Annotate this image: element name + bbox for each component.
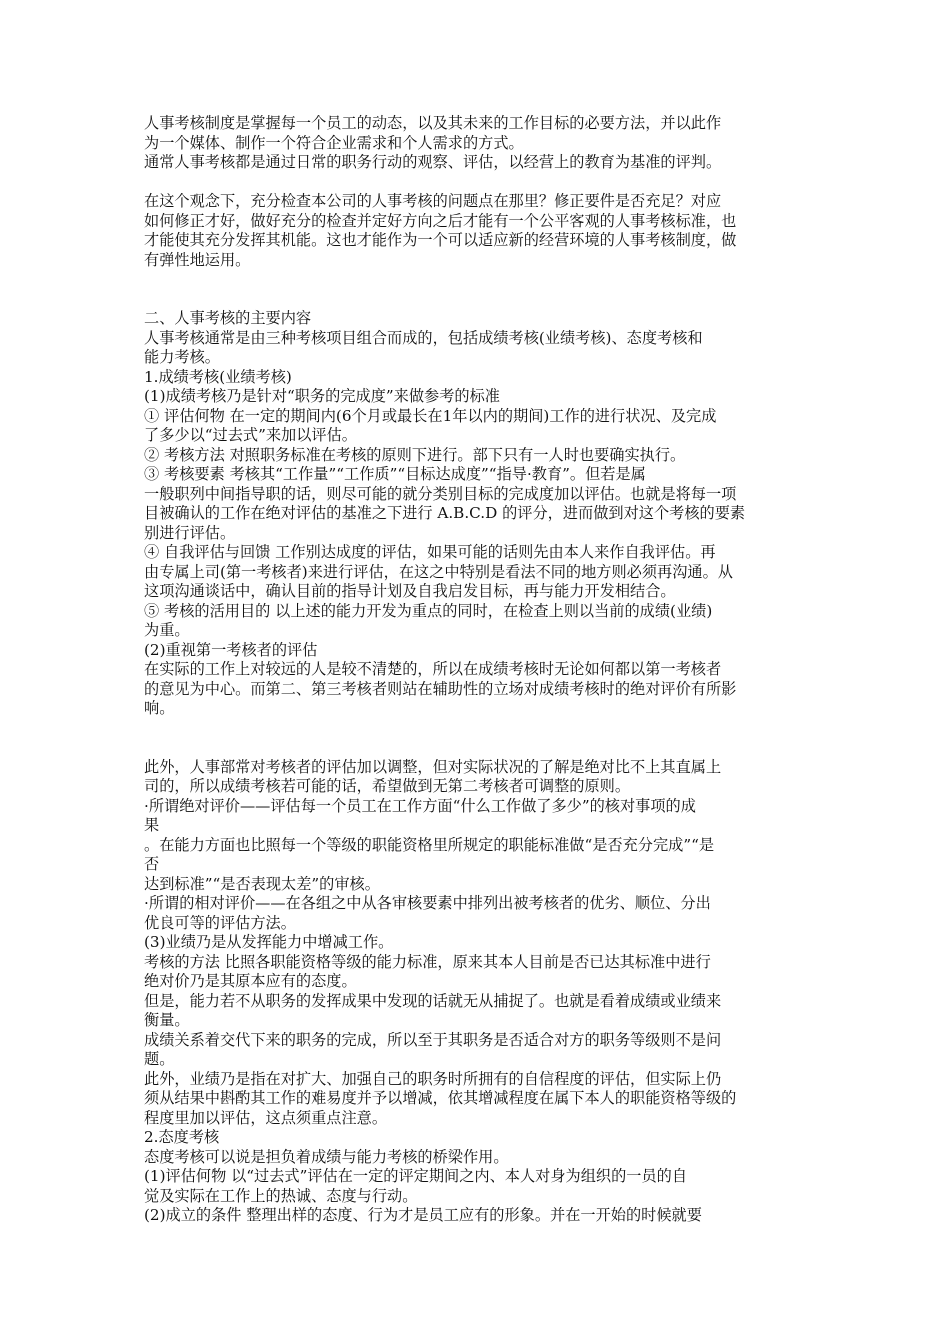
- text-line: 觉及实际在工作上的热诚、态度与行动。: [144, 1186, 418, 1205]
- text-line: 果: [144, 816, 160, 834]
- text-line: 1.成绩考核(业绩考核): [144, 367, 292, 386]
- text-line: 。在能力方面也比照每一个等级的职能资格里所规定的职能标准做“是否充分完成”“是: [144, 835, 715, 854]
- text-line: 2.态度考核: [144, 1128, 220, 1146]
- text-line: (2)成立的条件 整理出样的态度、行为才是员工应有的形象。并在一开始的时候就要: [144, 1206, 702, 1224]
- text-line: (2)重视第一考核者的评估: [144, 640, 318, 659]
- text-line: 考核的方法 比照各职能资格等级的能力标准，原来其本人目前是否已达其标准中进行: [144, 952, 711, 971]
- text-line: ·所谓的相对评价——在各组之中从各审核要素中排列出被考核者的优劣、顺位、分出: [144, 894, 711, 912]
- text-line: 别进行评估。: [144, 523, 236, 542]
- text-line: (3)业绩乃是从发挥能力中增减工作。: [144, 933, 394, 951]
- text-line: ① 评估何物 在一定的期间内(6个月或最长在1年以内的期间)工作的进行状况、及完成: [144, 406, 717, 425]
- text-line: 优良可等的评估方法。: [144, 913, 296, 932]
- text-line: 绝对价乃是其原本应有的态度。: [144, 972, 357, 990]
- text-line: 达到标准”“是否表现太差”的审核。: [144, 874, 380, 893]
- text-line: ⑤ 考核的活用目的 以上述的能力开发为重点的同时，在检查上则以当前的成绩(业绩): [144, 601, 713, 620]
- text-line: 由专属上司(第一考核者)来进行评估，在这之中特别是看法不同的地方则必须再沟通。从: [144, 562, 733, 581]
- text-line: ③ 考核要素 考核其“工作量”“工作质”“目标达成度”“指导·教育”。但若是属: [144, 465, 646, 483]
- text-line: 在这个观念下，充分检查本公司的人事考核的问题点在那里？修正要件是否充足？对应: [144, 192, 722, 210]
- text-line: 成绩关系着交代下来的职务的完成，所以至于其职务是否适合对方的职务等级则不是问: [144, 1030, 722, 1049]
- text-line: 这项沟通谈话中，确认目前的指导计划及自我启发目标，再与能力开发相结合。: [144, 582, 676, 600]
- text-line: 为重。: [144, 621, 190, 639]
- text-line: (1)评估何物 以“过去式”评估在一定的评定期间之内、本人对身为组织的一员的自: [144, 1167, 688, 1185]
- text-line: 为一个媒体、制作一个符合企业需求和个人需求的方式。: [144, 133, 524, 152]
- text-line: 才能使其充分发挥其机能。这也才能作为一个可以适应新的经营环境的人事考核制度，做: [144, 231, 737, 249]
- blank-line: [144, 738, 814, 758]
- text-line: 在实际的工作上对较远的人是较不清楚的，所以在成绩考核时无论如何都以第一考核者: [144, 660, 722, 678]
- text-line: 的意见为中心。而第二、第三考核者则站在辅助性的立场对成绩考核时的绝对评价有所影: [144, 679, 737, 698]
- text-line: 通常人事考核都是通过日常的职务行动的观察、评估，以经营上的教育为基准的评判。: [144, 153, 722, 171]
- text-line: 人事考核通常是由三种考核项目组合而成的，包括成绩考核(业绩考核)、态度考核和: [144, 328, 703, 347]
- text-line: 有弹性地运用。: [144, 250, 251, 269]
- text-line: 态度考核可以说是担负着成绩与能力考核的桥梁作用。: [144, 1147, 509, 1166]
- blank-line: [144, 719, 814, 739]
- blank-line: [144, 270, 814, 290]
- text-line: 了多少以“过去式”来加以评估。: [144, 426, 357, 444]
- text-line: ② 考核方法 对照职务标准在考核的原则下进行。部下只有一人时也要确实执行。: [144, 445, 686, 464]
- blank-line: [144, 173, 814, 193]
- text-line: ·所谓绝对评价——评估每一个员工在工作方面“什么工作做了多少”的核对事项的成: [144, 796, 696, 815]
- text-line: 衡量。: [144, 1011, 190, 1029]
- text-line: 目被确认的工作在绝对评估的基准之下进行 A.B.C.D 的评分，进而做到对这个考核的要素: [144, 504, 746, 522]
- text-line: 否: [144, 855, 160, 873]
- text-line: 此外，业绩乃是指在对扩大、加强自己的职务时所拥有的自信程度的评估，但实际上仍: [144, 1069, 722, 1088]
- text-line: 须从结果中斟酌其工作的难易度并予以增减，依其增减程度在属下本人的职能资格等级的: [144, 1089, 737, 1107]
- text-line: 但是，能力若不从职务的发挥成果中发现的话就无从捕捉了。也就是看着成绩或业绩来: [144, 991, 722, 1010]
- document-body: [144, 114, 814, 1226]
- text-line: 题。: [144, 1050, 175, 1068]
- text-line: (1)成绩考核乃是针对“职务的完成度”来做参考的标准: [144, 387, 500, 405]
- text-line: 响。: [144, 699, 175, 717]
- text-line: ④ 自我评估与回馈 工作别达成度的评估，如果可能的话则先由本人来作自我评估。再: [144, 543, 716, 561]
- text-line: 能力考核。: [144, 348, 220, 366]
- text-line: 二、人事考核的主要内容: [144, 309, 312, 327]
- text-line: 人事考核制度是掌握每一个员工的动态，以及其未来的工作目标的必要方法，并以此作: [144, 114, 722, 132]
- text-line: 此外，人事部常对考核者的评估加以调整，但对实际状况的了解是绝对比不上其直属上: [144, 757, 722, 776]
- text-line: 程度里加以评估，这点须重点注意。: [144, 1108, 387, 1127]
- text-line: 司的，所以成绩考核若可能的话，希望做到无第二考核者可调整的原则。: [144, 777, 630, 795]
- text-line: 如何修正才好，做好充分的检查并定好方向之后才能有一个公平客观的人事考核标准，也: [144, 211, 737, 230]
- text-line: 一般职列中间指导职的话，则尽可能的就分类别目标的完成度加以评估。也就是将每一项: [144, 484, 737, 503]
- blank-line: [144, 290, 814, 310]
